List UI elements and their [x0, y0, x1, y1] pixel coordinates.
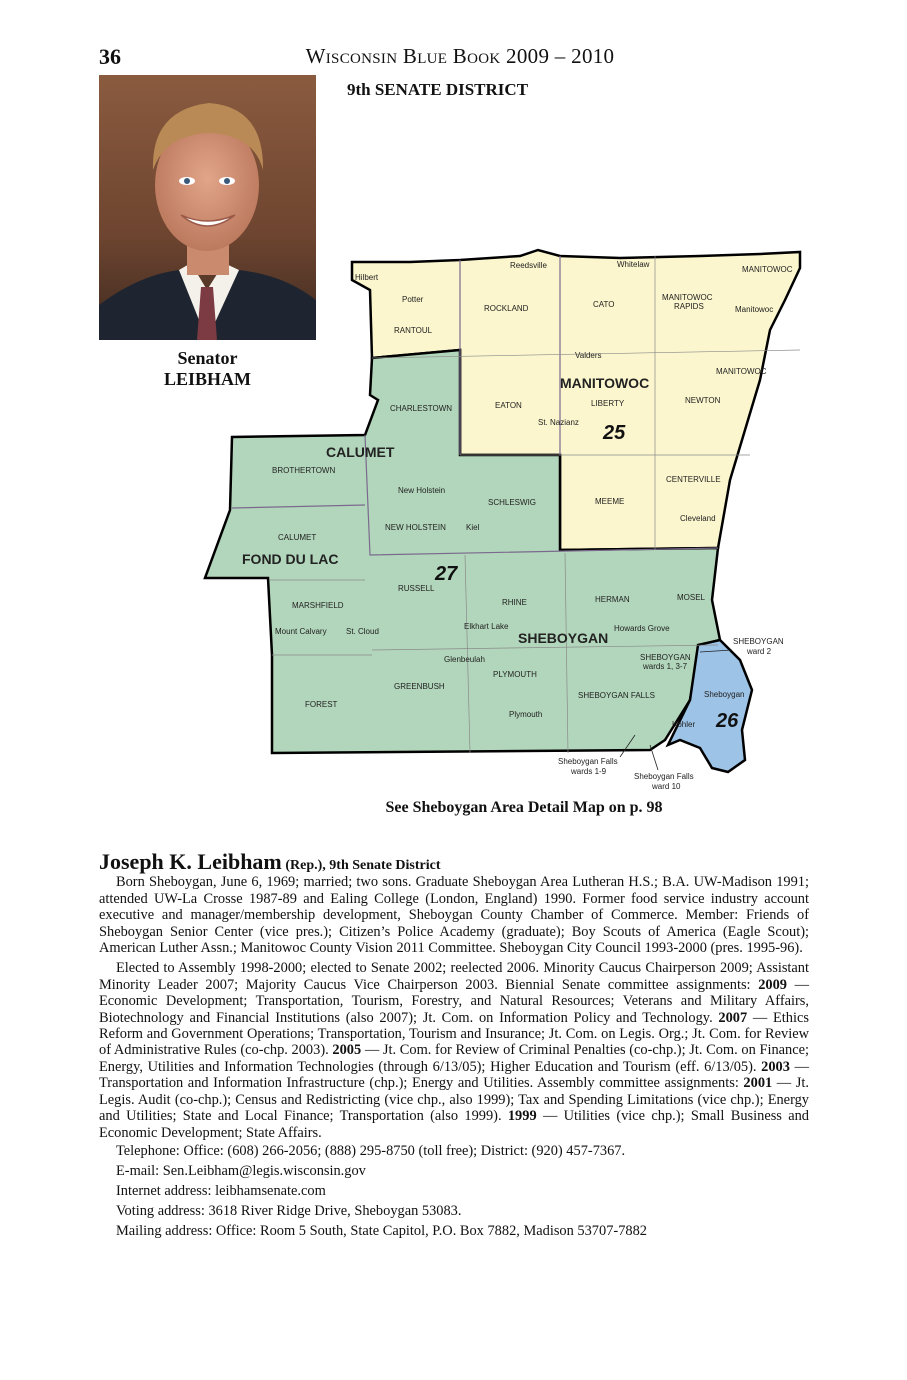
- town-label: Sheboygan: [704, 690, 745, 699]
- district-number-27: 27: [435, 563, 458, 585]
- town-label: FOREST: [305, 700, 338, 709]
- town-label: EATON: [495, 401, 522, 410]
- town-label: ROCKLAND: [484, 304, 529, 313]
- bio-heading: [99, 849, 809, 874]
- party-district: (Rep.), 9th Senate District: [285, 858, 441, 873]
- town-label: MANITOWOC: [742, 265, 793, 274]
- bio-text-run: 2005: [332, 1042, 362, 1059]
- town-label: CATO: [593, 300, 615, 309]
- senator-name: Joseph K. Leibham: [99, 849, 282, 874]
- district-number-25: 25: [603, 422, 626, 444]
- town-label: St. Cloud: [346, 627, 379, 636]
- county-label-manitowoc: MANITOWOC: [560, 375, 650, 391]
- town-label: NEW HOLSTEIN: [385, 523, 446, 532]
- bio-text-run: 2009: [758, 976, 787, 993]
- town-label: RHINE: [502, 598, 527, 607]
- town-label: GREENBUSH: [394, 682, 445, 691]
- town-label: PLYMOUTH: [493, 670, 537, 679]
- bio-text-run: — Economic Development; Transportation, Tourism, Forestry, and Natural Resources; Veterans and Military Affairs, Biotechnology and Financial Institutions (also 2007); Jt. Com. on Information Policy and Technology.: [99, 976, 809, 1026]
- town-label: Plymouth: [509, 710, 543, 719]
- town-label: RANTOUL: [394, 326, 433, 335]
- town-label: Cleveland: [680, 514, 716, 523]
- email-line: E-mail: Sen.Leibham@legis.wisconsin.gov: [116, 1162, 366, 1179]
- town-label: CENTERVILLE: [666, 475, 721, 484]
- bio-text-run: — Jt. Com. for Review of Criminal Penalties (co-chp.); Jt. Com. on Finance; Energy, Utilities and Information Technologies (through 6/13/05); Higher Education and Tourism (eff. 6/13/05).: [99, 1042, 809, 1075]
- bio-paragraph-career: [99, 960, 809, 1140]
- bio-text-run: 2003: [761, 1058, 790, 1075]
- town-label: MOSEL: [677, 593, 706, 602]
- town-label: St. Nazianz: [538, 418, 579, 427]
- bio-text-run: 2007: [718, 1009, 748, 1026]
- town-label: BROTHERTOWN: [272, 466, 336, 475]
- internet-line: Internet address: leibhamsenate.com: [116, 1182, 326, 1199]
- district-map-svg: [200, 245, 820, 800]
- bio-text-run: 1999: [507, 1108, 537, 1125]
- town-label: SHEBOYGAN: [733, 637, 784, 646]
- town-label: SHEBOYGAN FALLS: [578, 691, 655, 700]
- town-label: Sheboygan Falls: [634, 772, 694, 781]
- town-label: MANITOWOC: [716, 367, 767, 376]
- mailing-address-line: Mailing address: Office: Room 5 South, State Capitol, P.O. Box 7882, Madison 53707-7882: [116, 1222, 647, 1239]
- town-label: Potter: [402, 295, 424, 304]
- bio-text-run: 2001: [743, 1075, 773, 1092]
- town-label: MANITOWOC: [662, 293, 713, 302]
- caption-surname: LEIBHAM: [163, 369, 251, 389]
- county-label-sheboygan: SHEBOYGAN: [518, 630, 609, 646]
- running-head: Wisconsin Blue Book 2009 – 2010: [305, 44, 615, 68]
- town-label: SHEBOYGAN: [640, 653, 691, 662]
- district-number-26: 26: [716, 710, 739, 732]
- town-label: Mount Calvary: [275, 627, 327, 636]
- town-label: Manitowoc: [735, 305, 774, 314]
- telephone-line: Telephone: Office: (608) 266-2056; (888) 295-8750 (toll free); District: (920) 457-7367.: [116, 1142, 626, 1159]
- town-label: Valders: [575, 351, 602, 360]
- bio-paragraph-personal: Born Sheboygan, June 6, 1969; married; two sons. Graduate Sheboygan Area Lutheran H.S.; B.A. UW-Madison 1991; attended UW-La Crosse 1987-89 and Ealing College (London, England) 1990. Former food service industry account executive and manager/membership development, Sheboygan County Chamber of Commerce. Member: Friends of Sheboygan Senior Center (vice pres.); Citizen’s Police Academy (graduate); Boy Scouts of America (Eagle Scout); American Luther Assn.; Manitowoc County Vision 2011 Committee. Sheboygan City Council 1993-2000 (pres. 1995-96).: [99, 874, 809, 957]
- bio-text-run: — Transportation and Information Infrastructure (chp.); Energy and Utilities. Assembly committee assignments:: [99, 1058, 809, 1092]
- town-label: MEEME: [595, 497, 625, 506]
- town-label: Howards Grove: [614, 624, 670, 633]
- town-label: HERMAN: [595, 595, 630, 604]
- town-label: Glenbeulah: [444, 655, 485, 664]
- bio-text-run: — Jt. Legis. Audit (co-chp.); Census and Redistricting (vice chp., also 1999); Tax and Spending Limitations (vice chp.); Energy and Utilities; State and Local Finance; Transportation (also 1999).: [99, 1075, 809, 1125]
- district-map: [200, 245, 820, 800]
- bio-text-run: Elected to Assembly 1998-2000; elected to Senate 2002; reelected 2006. Minority Caucus Chairperson 2009; Assistant Minority Leader 2007; Majority Caucus Vice Chairperson 2003. Biennial Senate committee assignments:: [99, 960, 809, 993]
- page-number: 36: [99, 44, 121, 69]
- town-label: Sheboygan Falls: [558, 757, 618, 766]
- biography: [99, 849, 809, 1241]
- town-label: CALUMET: [278, 533, 317, 542]
- town-label: CHARLESTOWN: [390, 404, 453, 413]
- town-label: Reedsville: [510, 261, 547, 270]
- town-label: Elkhart Lake: [464, 622, 509, 631]
- town-label: Kiel: [466, 523, 480, 532]
- town-label: LIBERTY: [591, 399, 625, 408]
- town-label: RUSSELL: [398, 584, 435, 593]
- town-label: MARSHFIELD: [292, 601, 344, 610]
- see-detail-map-note: See Sheboygan Area Detail Map on p. 98: [385, 799, 663, 816]
- town-label: ward 2: [747, 647, 772, 656]
- district-title: 9th SENATE DISTRICT: [346, 80, 529, 99]
- town-label: SCHLESWIG: [488, 498, 537, 507]
- town-label: wards 1, 3-7: [643, 662, 688, 671]
- bio-text-run: — Utilities (vice chp.); Small Business and Economic Development; State Affairs.: [99, 1108, 809, 1141]
- caption-title: Senator: [177, 348, 238, 368]
- town-label: ward 10: [652, 782, 681, 791]
- town-label: Kohler: [672, 720, 696, 729]
- county-label-calumet: CALUMET: [326, 444, 395, 460]
- town-label: New Holstein: [398, 486, 446, 495]
- town-label: NEWTON: [685, 396, 721, 405]
- county-label-fond-du-lac: FOND DU LAC: [242, 551, 339, 567]
- town-label: RAPIDS: [674, 302, 704, 311]
- voting-address-line: Voting address: 3618 River Ridge Drive, Sheboygan 53083.: [116, 1202, 462, 1219]
- town-label: wards 1-9: [571, 767, 607, 776]
- town-label: Whitelaw: [617, 260, 650, 269]
- bio-text-run: — Ethics Reform and Government Operations; Transportation, Tourism and Insurance; Jt. Com. on Legis. Org.; Jt. Com. for Review of Administrative Rules (co-chp. 2003).: [99, 1009, 809, 1059]
- town-label: Hilbert: [355, 273, 379, 282]
